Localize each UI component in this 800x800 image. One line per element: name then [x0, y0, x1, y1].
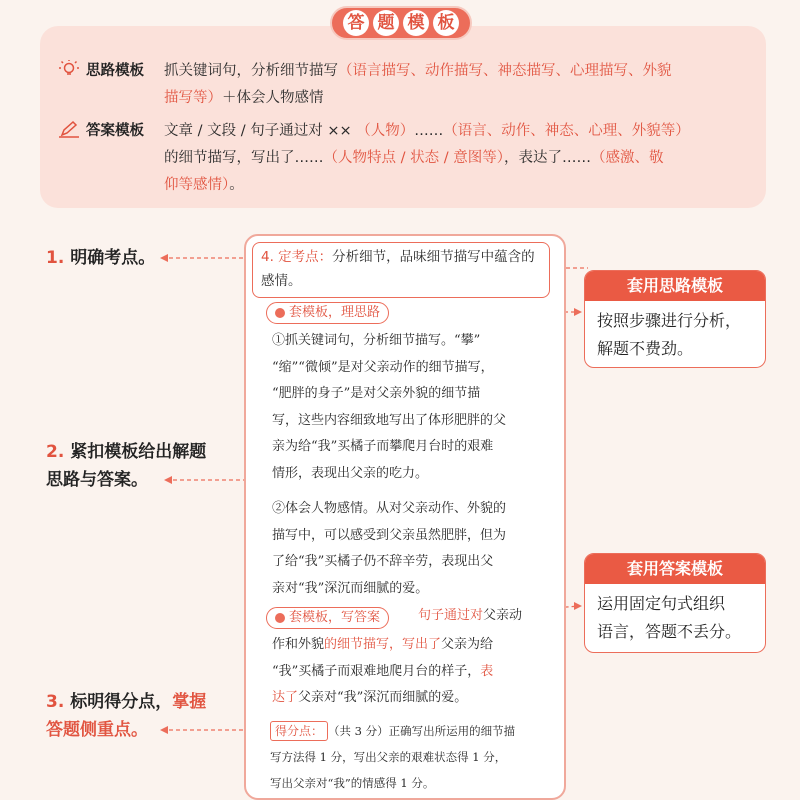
tag-thinking [266, 302, 389, 324]
answer-text: 父亲动 [483, 608, 523, 623]
callout-text: 运用固定句式组织 [597, 594, 726, 613]
tag-label: 套模板，理思路 [289, 305, 381, 320]
answer-key: 表 [480, 663, 494, 679]
note-text: 思路与答案。 [46, 470, 148, 490]
answer-text: …… [414, 123, 444, 139]
note-3 [46, 688, 206, 744]
note-text: 紧扣模板给出解题 [64, 442, 207, 462]
scoring-points [270, 718, 554, 796]
note-1 [46, 244, 155, 272]
note-text: 标明得分点， [64, 692, 173, 712]
bullet-icon [275, 308, 285, 318]
text-line: “缩”“微倾”是对父亲动作的细节描写， [272, 359, 494, 375]
thinking-template-row [58, 58, 758, 112]
answer-text: “我”买橘子而艰难地爬月台的样子， [272, 663, 481, 679]
answer-paren: （人物） [356, 123, 415, 139]
answer-line-1 [418, 603, 558, 630]
analysis-paragraph-2 [272, 496, 554, 602]
note-text: 明确考点。 [64, 248, 156, 268]
callout-title: 套用答案模板 [585, 554, 765, 584]
note-number: 2. [46, 442, 65, 462]
answer-template-callout [584, 553, 766, 653]
score-text: 写方法得 1 分，写出父亲的艰难状态得 1 分， [270, 750, 507, 764]
question-label: 4. 定考点： [261, 249, 333, 265]
callout-text: 按照步骤进行分析， [597, 311, 742, 330]
text-line: 亲为给“我”买橘子而攀爬月台时的艰难 [272, 439, 494, 454]
answer-text: 的细节描写，写出了…… [164, 150, 324, 166]
title-char: 模 [403, 10, 429, 36]
answer-paren: （人物特点 / 状态 / 意图等） [323, 150, 504, 166]
text-line: 写，这些内容细致地写出了体形肥胖的父 [272, 412, 507, 428]
thinking-paren: （语言描写、动作描写、神态描写、心理描写、外貌 [338, 63, 672, 79]
callout-text: 语言，答题不丢分。 [597, 622, 742, 641]
answer-text: 作和外貌 [272, 637, 325, 652]
text-line: 情形，表现出父亲的吃力。 [272, 465, 429, 481]
answer-text: ，表达了…… [503, 150, 591, 166]
answer-key: 的细节描写， [324, 637, 403, 652]
header-title [330, 6, 472, 40]
answer-paren: 仰等感情） [164, 177, 230, 193]
thinking-template-callout [584, 270, 766, 368]
text-line: 描写中，可以感受到父亲虽然肥胖，但为 [272, 527, 507, 543]
title-char: 答 [343, 10, 369, 36]
text-line: ①抓关键词句，分析细节描写。“攀” [272, 333, 481, 348]
callout-text: 解题不费劲。 [597, 339, 694, 358]
text-line: “肥胖的身子”是对父亲外貌的细节描 [272, 386, 481, 401]
score-text: （共 3 分）正确写出所运用的细节描 [328, 724, 516, 738]
answer-key: 句子通过对 [418, 608, 484, 623]
answer-label: 答案模板 [86, 123, 144, 139]
pen-icon [58, 120, 80, 138]
answer-text: 文章 / 文段 / 句子通过对 ×× [164, 123, 357, 139]
note-highlight: 答题侧重点。 [46, 720, 148, 740]
answer-key: 达了 [272, 690, 299, 705]
bullet-icon [275, 613, 285, 623]
question-text: 分析细节，品味细节描写中蕴含的感情。 [261, 249, 535, 289]
tag-label: 套模板，写答案 [289, 610, 381, 625]
thinking-paren-end: 描写等） [164, 90, 222, 106]
thinking-label: 思路模板 [86, 63, 144, 79]
answer-paren: （语言、动作、神态、心理、外貌等） [443, 123, 690, 139]
analysis-paragraph-1 [272, 328, 554, 487]
callout-title: 套用思路模板 [585, 271, 765, 301]
text-line: 亲对“我”深沉而细腻的爱。 [272, 580, 429, 596]
note-number: 1. [46, 248, 65, 268]
note-highlight: 掌握 [172, 692, 207, 712]
text-line: 了给“我”买橘子仍不辞辛劳，表现出父 [272, 554, 494, 569]
thinking-text-end: ＋体会人物感情 [222, 90, 324, 106]
note-number: 3. [46, 692, 65, 712]
thinking-text: 抓关键词句，分析细节描写 [164, 63, 338, 79]
answer-paragraph [272, 632, 554, 712]
title-char: 题 [373, 10, 399, 36]
note-2 [46, 438, 206, 494]
title-char: 板 [433, 10, 459, 36]
answer-text: 父亲为给 [441, 637, 494, 652]
question-box [252, 242, 550, 298]
text-line: ②体会人物感情。从对父亲动作、外貌的 [272, 501, 507, 516]
answer-text: 。 [229, 177, 244, 193]
lightbulb-icon [58, 60, 80, 78]
answer-text: 父亲对“我”深沉而细腻的爱。 [298, 690, 468, 705]
tag-answer [266, 607, 389, 629]
answer-template-row [58, 118, 758, 199]
answer-paren: （感激、敬 [590, 150, 664, 166]
score-label: 得分点： [270, 721, 328, 741]
score-text: 写出父亲对“我”的情感得 1 分。 [270, 776, 435, 790]
answer-key: 写出了 [402, 637, 442, 652]
